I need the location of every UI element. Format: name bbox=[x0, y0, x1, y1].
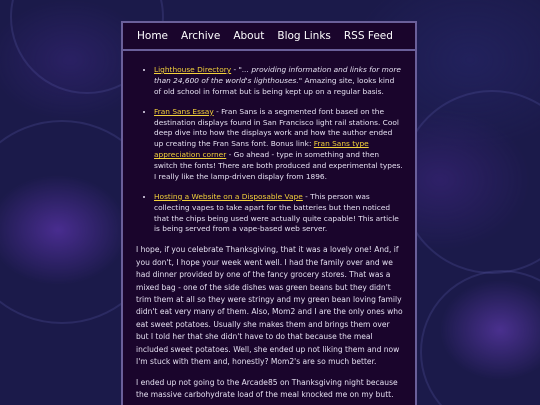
list-item-desc: - Fran Sans is a segmented font based on the destination displays found in San Francisco light rail stations. Cool deep dive into how the displays work and how the author ended up creating the Fran Sans font. Bonus link: bbox=[154, 106, 399, 149]
list-item-quote: "... providing information and links for more than 24,600 of the world's lighthouses." bbox=[154, 65, 401, 85]
list-item bbox=[154, 65, 403, 98]
post-paragraph: I ended up not going to the Arcade85 on Thanksgiving night because the massive carbohydrate load of the meal knocked me on my butt. bbox=[136, 377, 398, 400]
nav-archive-link[interactable]: Archive bbox=[181, 30, 221, 42]
page-container bbox=[121, 21, 417, 405]
list-item-separator: - bbox=[233, 65, 239, 74]
top-nav bbox=[123, 23, 415, 51]
post-content bbox=[123, 65, 415, 402]
list-item bbox=[154, 107, 403, 183]
link-list bbox=[136, 65, 403, 235]
nav-home-link[interactable]: Home bbox=[137, 30, 169, 42]
nav-about-link[interactable]: About bbox=[233, 30, 265, 42]
list-item-desc2: - Go ahead - type in something and then switch the fonts! There are both produced and experimental types. I really like the lamp-driven display from 1896. bbox=[154, 150, 403, 181]
nav-rss-feed-link[interactable]: RSS Feed bbox=[343, 30, 393, 42]
list-item bbox=[154, 192, 403, 236]
lighthouse-directory-link[interactable]: Lighthouse Directory bbox=[154, 65, 232, 74]
list-item-desc: - This person was collecting vapes to take apart for the batteries but then noticed that the chips being used were actually quite capable! This article is being served from a vape-based web server. bbox=[154, 191, 399, 234]
background-swirl bbox=[400, 90, 540, 274]
nav-blog-links-link[interactable]: Blog Links bbox=[277, 30, 331, 42]
background-swirl bbox=[420, 270, 540, 405]
vape-website-link[interactable]: Hosting a Website on a Disposable Vape bbox=[154, 191, 303, 201]
post-paragraph: I hope, if you celebrate Thanksgiving, that it was a lovely one! And, if you don't, I hope your week went well. I had the family over and we had dinner provided by one of the fancy grocery stores. That was a mixed bag - one of the side dishes was green beans but they didn't trim them at all so they were stringy and my green bean loving family didn't eat very many of them. Also, Mom2 and I are the only ones who eat sweet potatoes. Usually she makes them and brings them over but I told her that she didn't have to do that because the meal included sweet potatoes. Well, she ended up not liking them and now I'm stuck with them and, honestly? Mom2's are so much better. bbox=[136, 245, 403, 367]
list-item-desc: Amazing site, looks kind of old school in format but is being kept up on a regular basis. bbox=[154, 75, 395, 96]
fran-sans-essay-link[interactable]: Fran Sans Essay bbox=[154, 106, 214, 116]
fran-sans-type-corner-link[interactable]: Fran Sans type appreciation corner bbox=[154, 139, 369, 160]
